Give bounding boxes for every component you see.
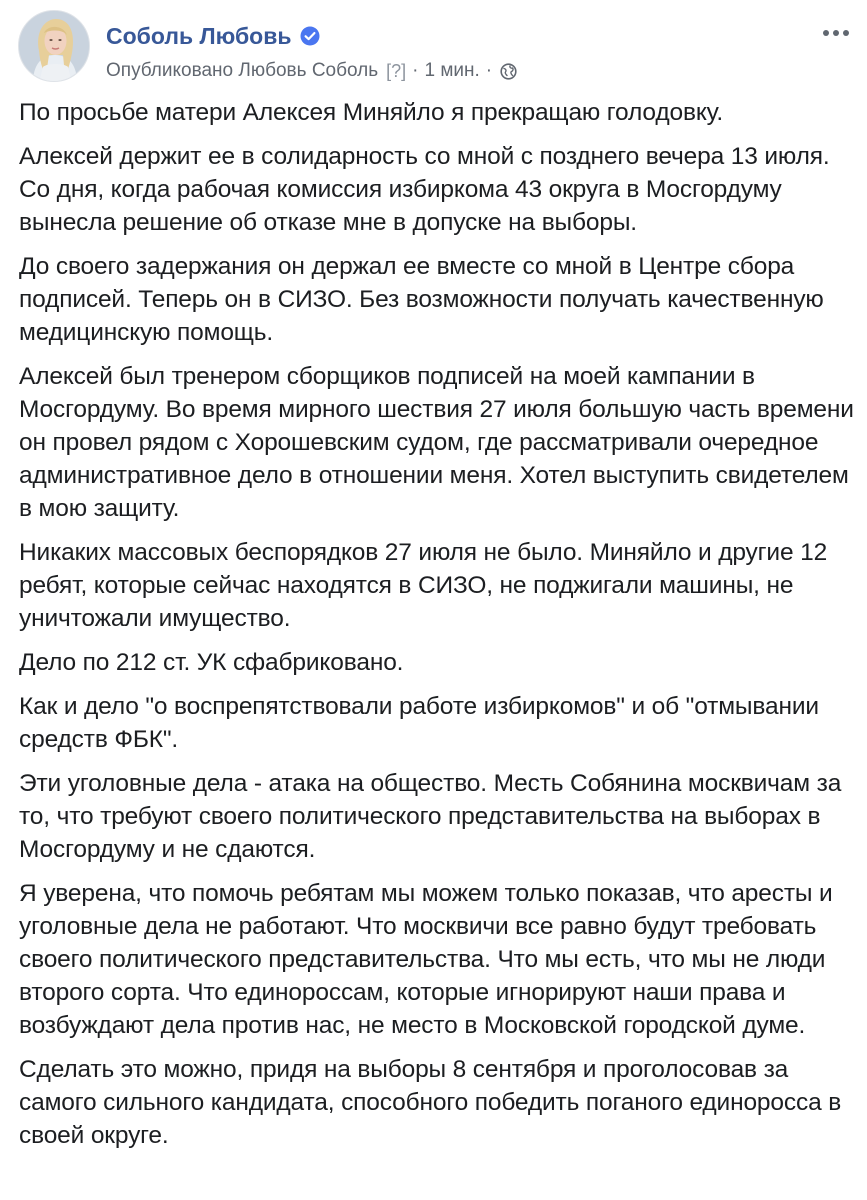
post-paragraph: Эти уголовные дела - атака на общество. Месть Собянина москвичам за то, что требуют своего политического представительства на выборах в Мосгордуму и не сдаются. [19,770,842,863]
more-dot [833,30,839,36]
separator-dot: · [485,60,493,81]
post-paragraph: Я уверена, что помочь ребятам мы можем только показав, что аресты и уголовные дела не работают. Что москвичи все равно будут требовать своего политического представительства. Что мы есть, что мы не люди второго сорта. Что единороссам, которые игнорируют наши права и возбуждают дела против нас, не место в Московской городской думе. [19,880,833,1039]
post-paragraph: Никаких массовых беспорядков 27 июля не было. Миняйло и другие 12 ребят, которые сейчас находятся в СИЗО, не поджигали машины, не уничтожали имущество. [19,539,828,632]
post-time-link[interactable]: 1 мин. [424,60,480,81]
post-body [19,96,857,1163]
post-paragraph: Дело по 212 ст. УК сфабриковано. [19,649,404,676]
post-header [18,10,858,84]
post-paragraph: Алексей держит ее в солидарность со мной с позднего вечера 13 июля. Со дня, когда рабочая комиссия избиркома 43 округа в Мосгордуму вынесла решение об отказе мне в допуске на выборы. [19,143,830,236]
post-paragraph: Сделать это можно, придя на выборы 8 сентября и проголосовав за самого сильного кандидата, способного победить поганого единоросса в своей округе. [19,1056,842,1149]
verified-badge-icon [300,26,320,46]
more-dot [823,30,829,36]
help-link[interactable]: [?] [386,60,407,81]
post-paragraph: По просьбе матери Алексея Миняйло я прекращаю голодовку. [19,99,723,126]
author-name-link[interactable]: Соболь Любовь [106,22,292,49]
more-dot [843,30,849,36]
separator-dot: · [412,60,419,81]
author-line [106,19,320,53]
globe-icon[interactable] [500,63,517,80]
post-paragraph: До своего задержания он держал ее вместе со мной в Центре сбора подписей. Теперь он в СИЗО. Без возможности получать качественную медицинскую помощь. [19,253,824,346]
post-paragraph: Как и дело "о воспрепятствовали работе избиркомов" и об "отмывании средств ФБК". [19,693,819,753]
author-avatar[interactable] [18,10,90,82]
post-paragraph: Алексей был тренером сборщиков подписей на моей кампании в Мосгордуму. Во время мирного шествия 27 июля большую часть времени он провел рядом с Хорошевским судом, где рассматривали очередное административное дело в отношении меня. Хотел выступить свидетелем в мою защиту. [19,363,854,522]
post-meta [106,58,517,84]
more-options-icon[interactable] [816,18,856,48]
avatar-portrait-icon [19,11,90,82]
published-by-text: Опубликовано Любовь Соболь [106,60,379,81]
